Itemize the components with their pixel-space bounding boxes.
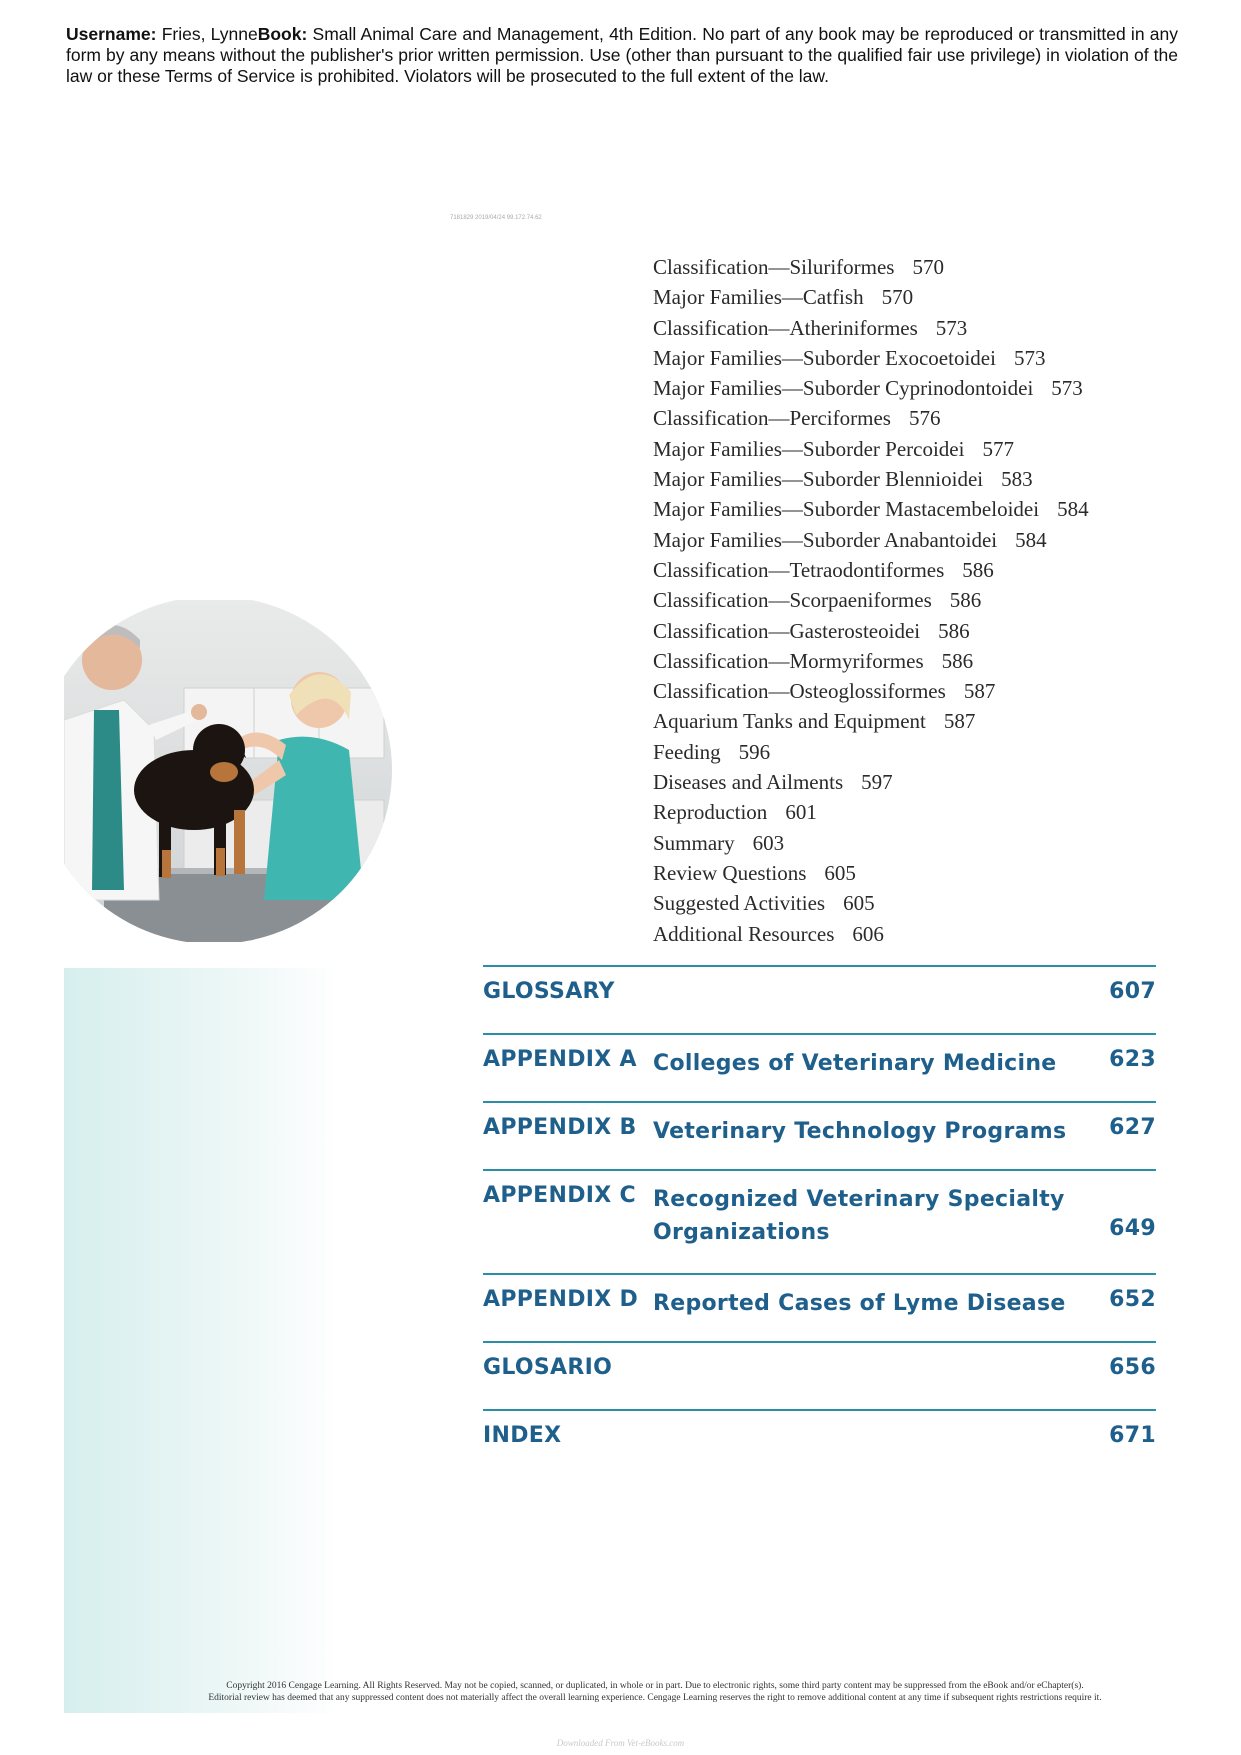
toc-entry-title: Aquarium Tanks and Equipment (653, 709, 926, 734)
toc-entry-page: 586 (938, 618, 970, 643)
toc-entry-title: Reproduction (653, 800, 768, 825)
toc-entry-title: Major Families—Suborder Percoidei (653, 436, 965, 461)
toc-entry-title: Major Families—Suborder Blennioidei (653, 467, 984, 492)
sidebar-tint-panel (64, 968, 340, 1713)
toc-entry-title: Classification—Osteoglossiformes (653, 679, 946, 704)
appendix-b-title: Veterinary Technology Programs (653, 1119, 1067, 1144)
toc-entry[interactable] (653, 403, 1089, 433)
copyright-footer (150, 1680, 1160, 1704)
toc-entry-title: Classification—Scorpaeniformes (653, 588, 932, 613)
toc-entry[interactable] (653, 646, 1089, 676)
toc-entry[interactable] (653, 525, 1089, 555)
toc-entry-title: Major Families—Suborder Anabantoidei (653, 527, 998, 552)
toc-entry-page: 570 (881, 285, 914, 310)
toc-entry-page: 584 (1015, 527, 1047, 552)
toc-index[interactable] (483, 1409, 1156, 1477)
toc-entry-page: 586 (941, 648, 974, 673)
vet-exam-photo (64, 600, 394, 942)
toc-entry-page: 577 (982, 436, 1014, 461)
copyright-line-1: Copyright 2016 Cengage Learning. All Rights Reserved. May not be copied, scanned, or duplicated, in whole or in part. Due to electronic rights, some third party content may be suppressed from the eBook and/or eChapter(s). (226, 1681, 1084, 1691)
toc-entry-list (653, 252, 1089, 949)
toc-entry[interactable] (653, 373, 1089, 403)
toc-entry-title: Classification—Siluriformes (653, 255, 895, 279)
toc-entry-page: 606 (852, 921, 884, 946)
index-label: INDEX (483, 1423, 562, 1448)
username-label: Username: (66, 24, 157, 44)
toc-entry[interactable] (653, 616, 1089, 646)
toc-entry-title: Classification—Perciformes (653, 406, 891, 431)
toc-entry[interactable] (653, 828, 1089, 858)
toc-entry[interactable] (653, 767, 1089, 797)
download-watermark: Downloaded From Vet-eBooks.com (556, 1738, 685, 1748)
book-notice-text: Small Animal Care and Management, 4th Edition. No part of any book may be reproduced or transmitted in any form by any means without the publisher's prior written permission. Use (other than pursuant to the qualified fair use privilege) in violation of the law or these Terms of Service is prohibited. Violators will be prosecuted to the full extent of the law. (66, 24, 1178, 86)
toc-entry-title: Feeding (653, 739, 721, 764)
toc-entry-page: 573 (1051, 376, 1083, 401)
back-matter-sections (483, 965, 1156, 1477)
appendix-c-title-line2: Organizations (653, 1220, 830, 1245)
toc-entry[interactable] (653, 919, 1089, 949)
glossary-label: GLOSSARY (483, 979, 615, 1004)
toc-entry-page: 573 (935, 315, 968, 340)
glossary-page: 607 (1109, 979, 1156, 1004)
toc-entry-page: 605 (824, 860, 856, 885)
appendix-a-label: APPENDIX A (483, 1047, 637, 1072)
toc-entry[interactable] (653, 252, 1089, 282)
appendix-b-page: 627 (1109, 1115, 1156, 1140)
toc-entry-title: Major Families—Suborder Cyprinodontoidei (653, 376, 1034, 401)
toc-entry-title: Summary (653, 830, 735, 855)
toc-entry-page: 586 (962, 557, 994, 582)
appendix-a-page: 623 (1109, 1047, 1156, 1072)
toc-entry[interactable] (653, 676, 1089, 706)
toc-entry-page: 596 (738, 739, 771, 764)
appendix-c-label: APPENDIX C (483, 1183, 636, 1208)
toc-entry-title: Review Questions (653, 860, 807, 885)
toc-entry[interactable] (653, 858, 1089, 888)
appendix-c-page: 649 (1109, 1216, 1156, 1241)
username-value: Fries, Lynne (161, 24, 258, 44)
toc-entry-page: 587 (963, 679, 996, 704)
toc-appendix-d[interactable] (483, 1273, 1156, 1341)
toc-entry[interactable] (653, 797, 1089, 827)
toc-entry-page: 597 (861, 770, 893, 795)
toc-entry-title: Major Families—Suborder Exocoetoidei (653, 345, 996, 370)
toc-entry-title: Major Families—Suborder Mastacembeloidei (653, 497, 1040, 522)
toc-entry-title: Classification—Gasterosteoidei (653, 618, 921, 643)
toc-entry[interactable] (653, 706, 1089, 736)
toc-entry-title: Classification—Mormyriformes (653, 648, 924, 673)
toc-entry[interactable] (653, 343, 1089, 373)
toc-appendix-b[interactable] (483, 1101, 1156, 1169)
toc-entry[interactable] (653, 313, 1089, 343)
toc-entry-page: 603 (752, 830, 785, 855)
toc-glossary[interactable] (483, 965, 1156, 1033)
book-label: Book: (257, 24, 308, 44)
appendix-c-title-line1: Recognized Veterinary Specialty (653, 1187, 1065, 1212)
download-id-stamp: 7181829 2019/04/24 99.172.74.62 (450, 215, 542, 221)
appendix-b-label: APPENDIX B (483, 1115, 637, 1140)
toc-glosario[interactable] (483, 1341, 1156, 1409)
toc-entry-page: 573 (1013, 345, 1046, 370)
toc-entry[interactable] (653, 434, 1089, 464)
toc-entry-title: Classification—Atheriniformes (653, 315, 918, 340)
toc-entry-title: Classification—Tetraodontiformes (653, 557, 945, 582)
toc-entry-page: 586 (949, 588, 982, 613)
toc-entry-title: Suggested Activities (653, 891, 826, 916)
toc-entry[interactable] (653, 585, 1089, 615)
glosario-page: 656 (1109, 1355, 1156, 1380)
toc-entry[interactable] (653, 888, 1089, 918)
toc-entry-title: Additional Resources (653, 921, 835, 946)
toc-entry[interactable] (653, 282, 1089, 312)
toc-entry-page: 576 (908, 406, 941, 431)
appendix-d-page: 652 (1109, 1287, 1156, 1312)
toc-entry-title: Diseases and Ailments (653, 770, 844, 795)
vet-dog-illustration (64, 600, 394, 942)
toc-entry-title: Major Families—Catfish (653, 285, 864, 310)
toc-entry-page: 584 (1057, 497, 1089, 522)
appendix-a-title: Colleges of Veterinary Medicine (653, 1051, 1057, 1076)
toc-appendix-a[interactable] (483, 1033, 1156, 1101)
access-notice-header (66, 24, 1178, 87)
toc-entry-page: 605 (843, 891, 875, 916)
index-page: 671 (1109, 1423, 1156, 1448)
toc-entry-page: 570 (912, 255, 944, 279)
toc-entry[interactable] (653, 464, 1089, 494)
toc-entry[interactable] (653, 494, 1089, 524)
toc-entry-page: 583 (1001, 467, 1033, 492)
toc-entry-page: 587 (943, 709, 976, 734)
appendix-d-label: APPENDIX D (483, 1287, 639, 1312)
appendix-d-title: Reported Cases of Lyme Disease (653, 1291, 1066, 1316)
copyright-line-2: Editorial review has deemed that any suppressed content does not materially affect the overall learning experience. Cengage Learning reserves the right to remove additional content at any time if subsequent rights restrictions require it. (208, 1693, 1102, 1703)
toc-appendix-c[interactable] (483, 1169, 1156, 1273)
glosario-label: GLOSARIO (483, 1355, 613, 1380)
toc-entry-page: 601 (785, 800, 817, 825)
toc-entry[interactable] (653, 737, 1089, 767)
toc-entry[interactable] (653, 555, 1089, 585)
